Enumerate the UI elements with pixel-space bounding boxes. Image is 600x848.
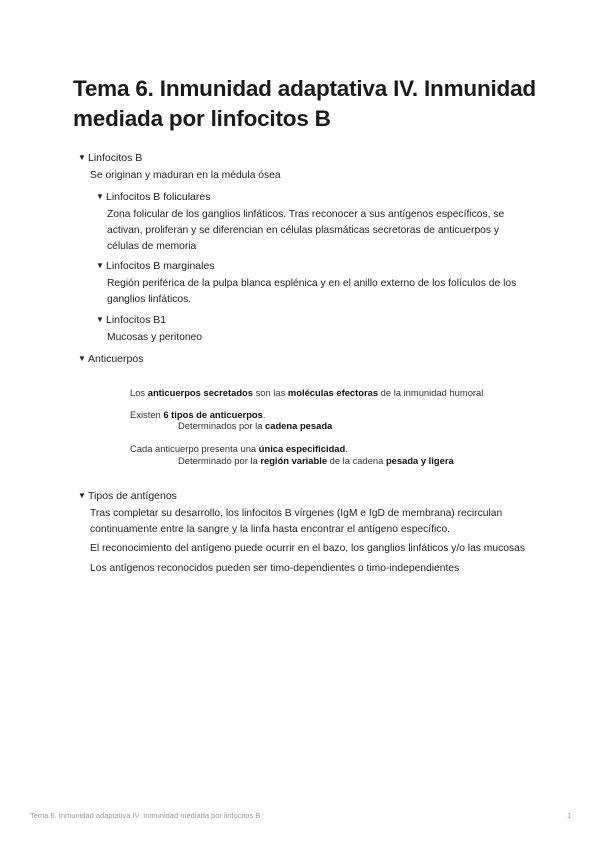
- triangle-down-icon[interactable]: ▼: [78, 491, 86, 500]
- slide-line: Determinados por la cadena pesada: [178, 420, 333, 431]
- triangle-down-icon[interactable]: ▼: [78, 153, 86, 162]
- paragraph: Región periférica de la pulpa blanca esplénica y en el anillo externo de los folículos de los ganglios linfáticos.: [107, 278, 517, 305]
- page-title: Tema 6. Inmunidad adaptativa IV. Inmunidad mediada por linfocitos B: [73, 76, 536, 131]
- paragraph: Se originan y maduran en la médula ósea: [90, 170, 281, 181]
- triangle-down-icon[interactable]: ▼: [96, 315, 104, 324]
- paragraph: Mucosas y peritoneo: [107, 332, 203, 343]
- slide-line: Determinado por la región variable de la cadena pesada y ligera: [178, 455, 454, 466]
- paragraph: El reconocimiento del antígeno puede ocurrir en el bazo, los ganglios linfáticos y/o las mucosas: [90, 543, 526, 554]
- toggle-heading: Tipos de antígenos: [88, 490, 177, 502]
- toggle-linfocitos-b1[interactable]: [96, 313, 166, 327]
- triangle-down-icon[interactable]: ▼: [78, 354, 86, 363]
- footer-title: Tema 6. Inmunidad adaptativa IV. Inmunidad mediada por linfocitos B: [30, 811, 261, 820]
- slide-line: Los anticuerpos secretados son las moléculas efectoras de la inmunidad humoral: [130, 387, 484, 398]
- slide-line: Existen 6 tipos de anticuerpos.: [130, 409, 266, 420]
- toggle-heading: Linfocitos B: [88, 152, 143, 164]
- toggle-tipos-de-antigenos[interactable]: [78, 489, 177, 503]
- toggle-heading: Anticuerpos: [88, 353, 144, 365]
- toggle-linfocitos-b-foliculares[interactable]: [96, 190, 210, 204]
- triangle-down-icon[interactable]: ▼: [96, 261, 104, 270]
- slide-line: Cada anticuerpo presenta una única especificidad.: [130, 443, 348, 454]
- paragraph: Tras completar su desarrollo, los linfocitos B vírgenes (IgM e IgD de membrana) recirculan continuamente entre la sangre y la linfa hasta encontrar el antígeno específico.: [90, 508, 503, 535]
- paragraph: Zona folicular de los ganglios linfáticos. Tras reconocer a sus antígenos específicos, se activan, proliferan y se diferencian en células plasmáticas secretoras de anticuerpos y células de memoria: [107, 209, 505, 252]
- toggle-linfocitos-b[interactable]: [78, 151, 142, 165]
- toggle-linfocitos-b-marginales[interactable]: [96, 259, 215, 273]
- triangle-down-icon[interactable]: ▼: [96, 192, 104, 201]
- paragraph: Los antígenos reconocidos pueden ser timo-dependientes o timo-independientes: [90, 563, 460, 574]
- toggle-anticuerpos[interactable]: [78, 352, 143, 366]
- toggle-heading: Linfocitos B foliculares: [106, 191, 211, 203]
- toggle-heading: Linfocitos B marginales: [106, 260, 215, 272]
- toggle-heading: Linfocitos B1: [106, 314, 167, 326]
- page-number: 1: [567, 811, 572, 820]
